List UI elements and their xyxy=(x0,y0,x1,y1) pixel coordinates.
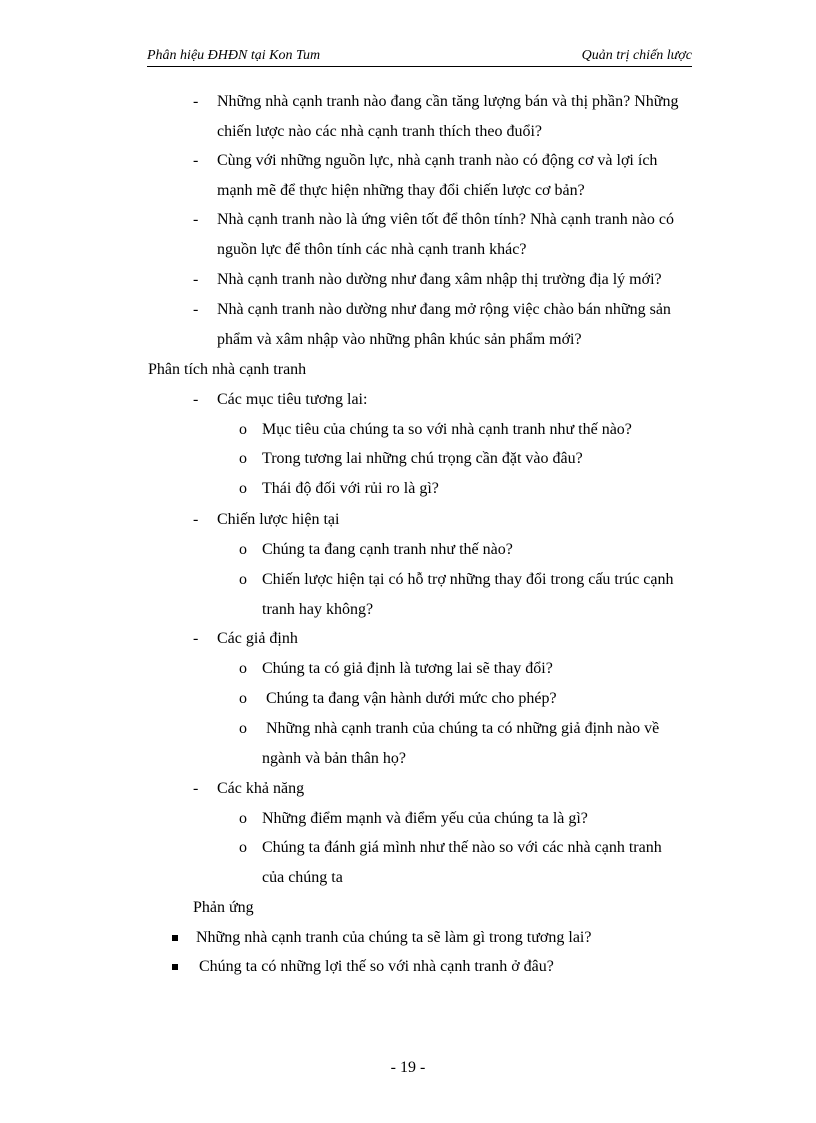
assumption-1: Chúng ta có giả định là tương lai sẽ thay đổi? xyxy=(262,660,553,677)
circle-bullet: o xyxy=(239,480,247,497)
subsection-assumptions: Các giả định xyxy=(217,630,298,647)
circle-bullet: o xyxy=(239,690,247,707)
future-goal-3: Thái độ đối với rủi ro là gì? xyxy=(262,480,439,497)
square-bullet-icon xyxy=(172,964,178,970)
assumption-3-line-2: ngành và bản thân họ? xyxy=(262,750,406,767)
assumption-2: Chúng ta đang vận hành dưới mức cho phép? xyxy=(266,690,557,707)
circle-bullet: o xyxy=(239,571,247,588)
dash-bullet: - xyxy=(193,211,199,228)
section-title-reaction: Phản ứng xyxy=(193,899,254,916)
page-header xyxy=(147,47,692,67)
future-goal-2: Trong tương lai những chú trọng cần đặt vào đâu? xyxy=(262,450,583,467)
dash-bullet: - xyxy=(193,391,199,408)
circle-bullet: o xyxy=(239,541,247,558)
capability-2-line-1: Chúng ta đánh giá mình như thế nào so với các nhà cạnh tranh xyxy=(262,839,662,856)
circle-bullet: o xyxy=(239,421,247,438)
circle-bullet: o xyxy=(239,660,247,677)
current-strategy-1: Chúng ta đang cạnh tranh như thế nào? xyxy=(262,541,513,558)
subsection-current-strategy: Chiến lược hiện tại xyxy=(217,511,340,528)
page-number: - 19 - xyxy=(390,1059,426,1076)
subsection-future-goals: Các mục tiêu tương lai: xyxy=(217,391,368,408)
dash-bullet: - xyxy=(193,511,199,528)
reaction-item-1: Những nhà cạnh tranh của chúng ta sẽ làm gì trong tương lai? xyxy=(196,929,592,946)
question-3-line-1: Nhà cạnh tranh nào là ứng viên tốt để thôn tính? Nhà cạnh tranh nào có xyxy=(217,211,674,228)
section-title-analysis: Phân tích nhà cạnh tranh xyxy=(148,361,307,378)
question-5-line-1: Nhà cạnh tranh nào dường như đang mở rộng việc chào bán những sản xyxy=(217,301,671,318)
dash-bullet: - xyxy=(193,271,199,288)
capability-2-line-2: của chúng ta xyxy=(262,869,343,886)
question-2-line-1: Cùng với những nguồn lực, nhà cạnh tranh nào có động cơ và lợi ích xyxy=(217,152,658,169)
reaction-item-2: Chúng ta có những lợi thế so với nhà cạnh tranh ở đâu? xyxy=(199,958,554,975)
dash-bullet: - xyxy=(193,630,199,647)
question-1-line-2: chiến lược nào các nhà cạnh tranh thích theo đuổi? xyxy=(217,123,542,140)
dash-bullet: - xyxy=(193,780,199,797)
future-goal-1: Mục tiêu của chúng ta so với nhà cạnh tranh như thế nào? xyxy=(262,421,632,438)
square-bullet-icon xyxy=(172,935,178,941)
current-strategy-2-line-2: tranh hay không? xyxy=(262,601,374,618)
circle-bullet: o xyxy=(239,810,247,827)
dash-bullet: - xyxy=(193,152,199,169)
circle-bullet: o xyxy=(239,450,247,467)
assumption-3-line-1: Những nhà cạnh tranh của chúng ta có những giả định nào về xyxy=(266,720,660,737)
question-2-line-2: mạnh mẽ để thực hiện những thay đổi chiến lược cơ bản? xyxy=(217,182,585,199)
question-5-line-2: phẩm và xâm nhập vào những phân khúc sản phẩm mới? xyxy=(217,331,582,348)
header-course-title: Quản trị chiến lược xyxy=(581,48,692,63)
question-3-line-2: nguồn lực để thôn tính các nhà cạnh tranh khác? xyxy=(217,241,527,258)
header-institution: Phân hiệu ĐHĐN tại Kon Tum xyxy=(147,48,321,63)
question-4-line-1: Nhà cạnh tranh nào dường như đang xâm nhập thị trường địa lý mới? xyxy=(217,271,662,288)
question-1-line-1: Những nhà cạnh tranh nào đang cần tăng lượng bán và thị phần? Những xyxy=(217,93,679,110)
dash-bullet: - xyxy=(193,301,199,318)
circle-bullet: o xyxy=(239,720,247,737)
capability-1: Những điểm mạnh và điểm yếu của chúng ta là gì? xyxy=(262,810,588,827)
dash-bullet: - xyxy=(193,93,199,110)
current-strategy-2-line-1: Chiến lược hiện tại có hỗ trợ những thay đổi trong cấu trúc cạnh xyxy=(262,571,674,588)
subsection-capabilities: Các khả năng xyxy=(217,780,305,797)
circle-bullet: o xyxy=(239,839,247,856)
